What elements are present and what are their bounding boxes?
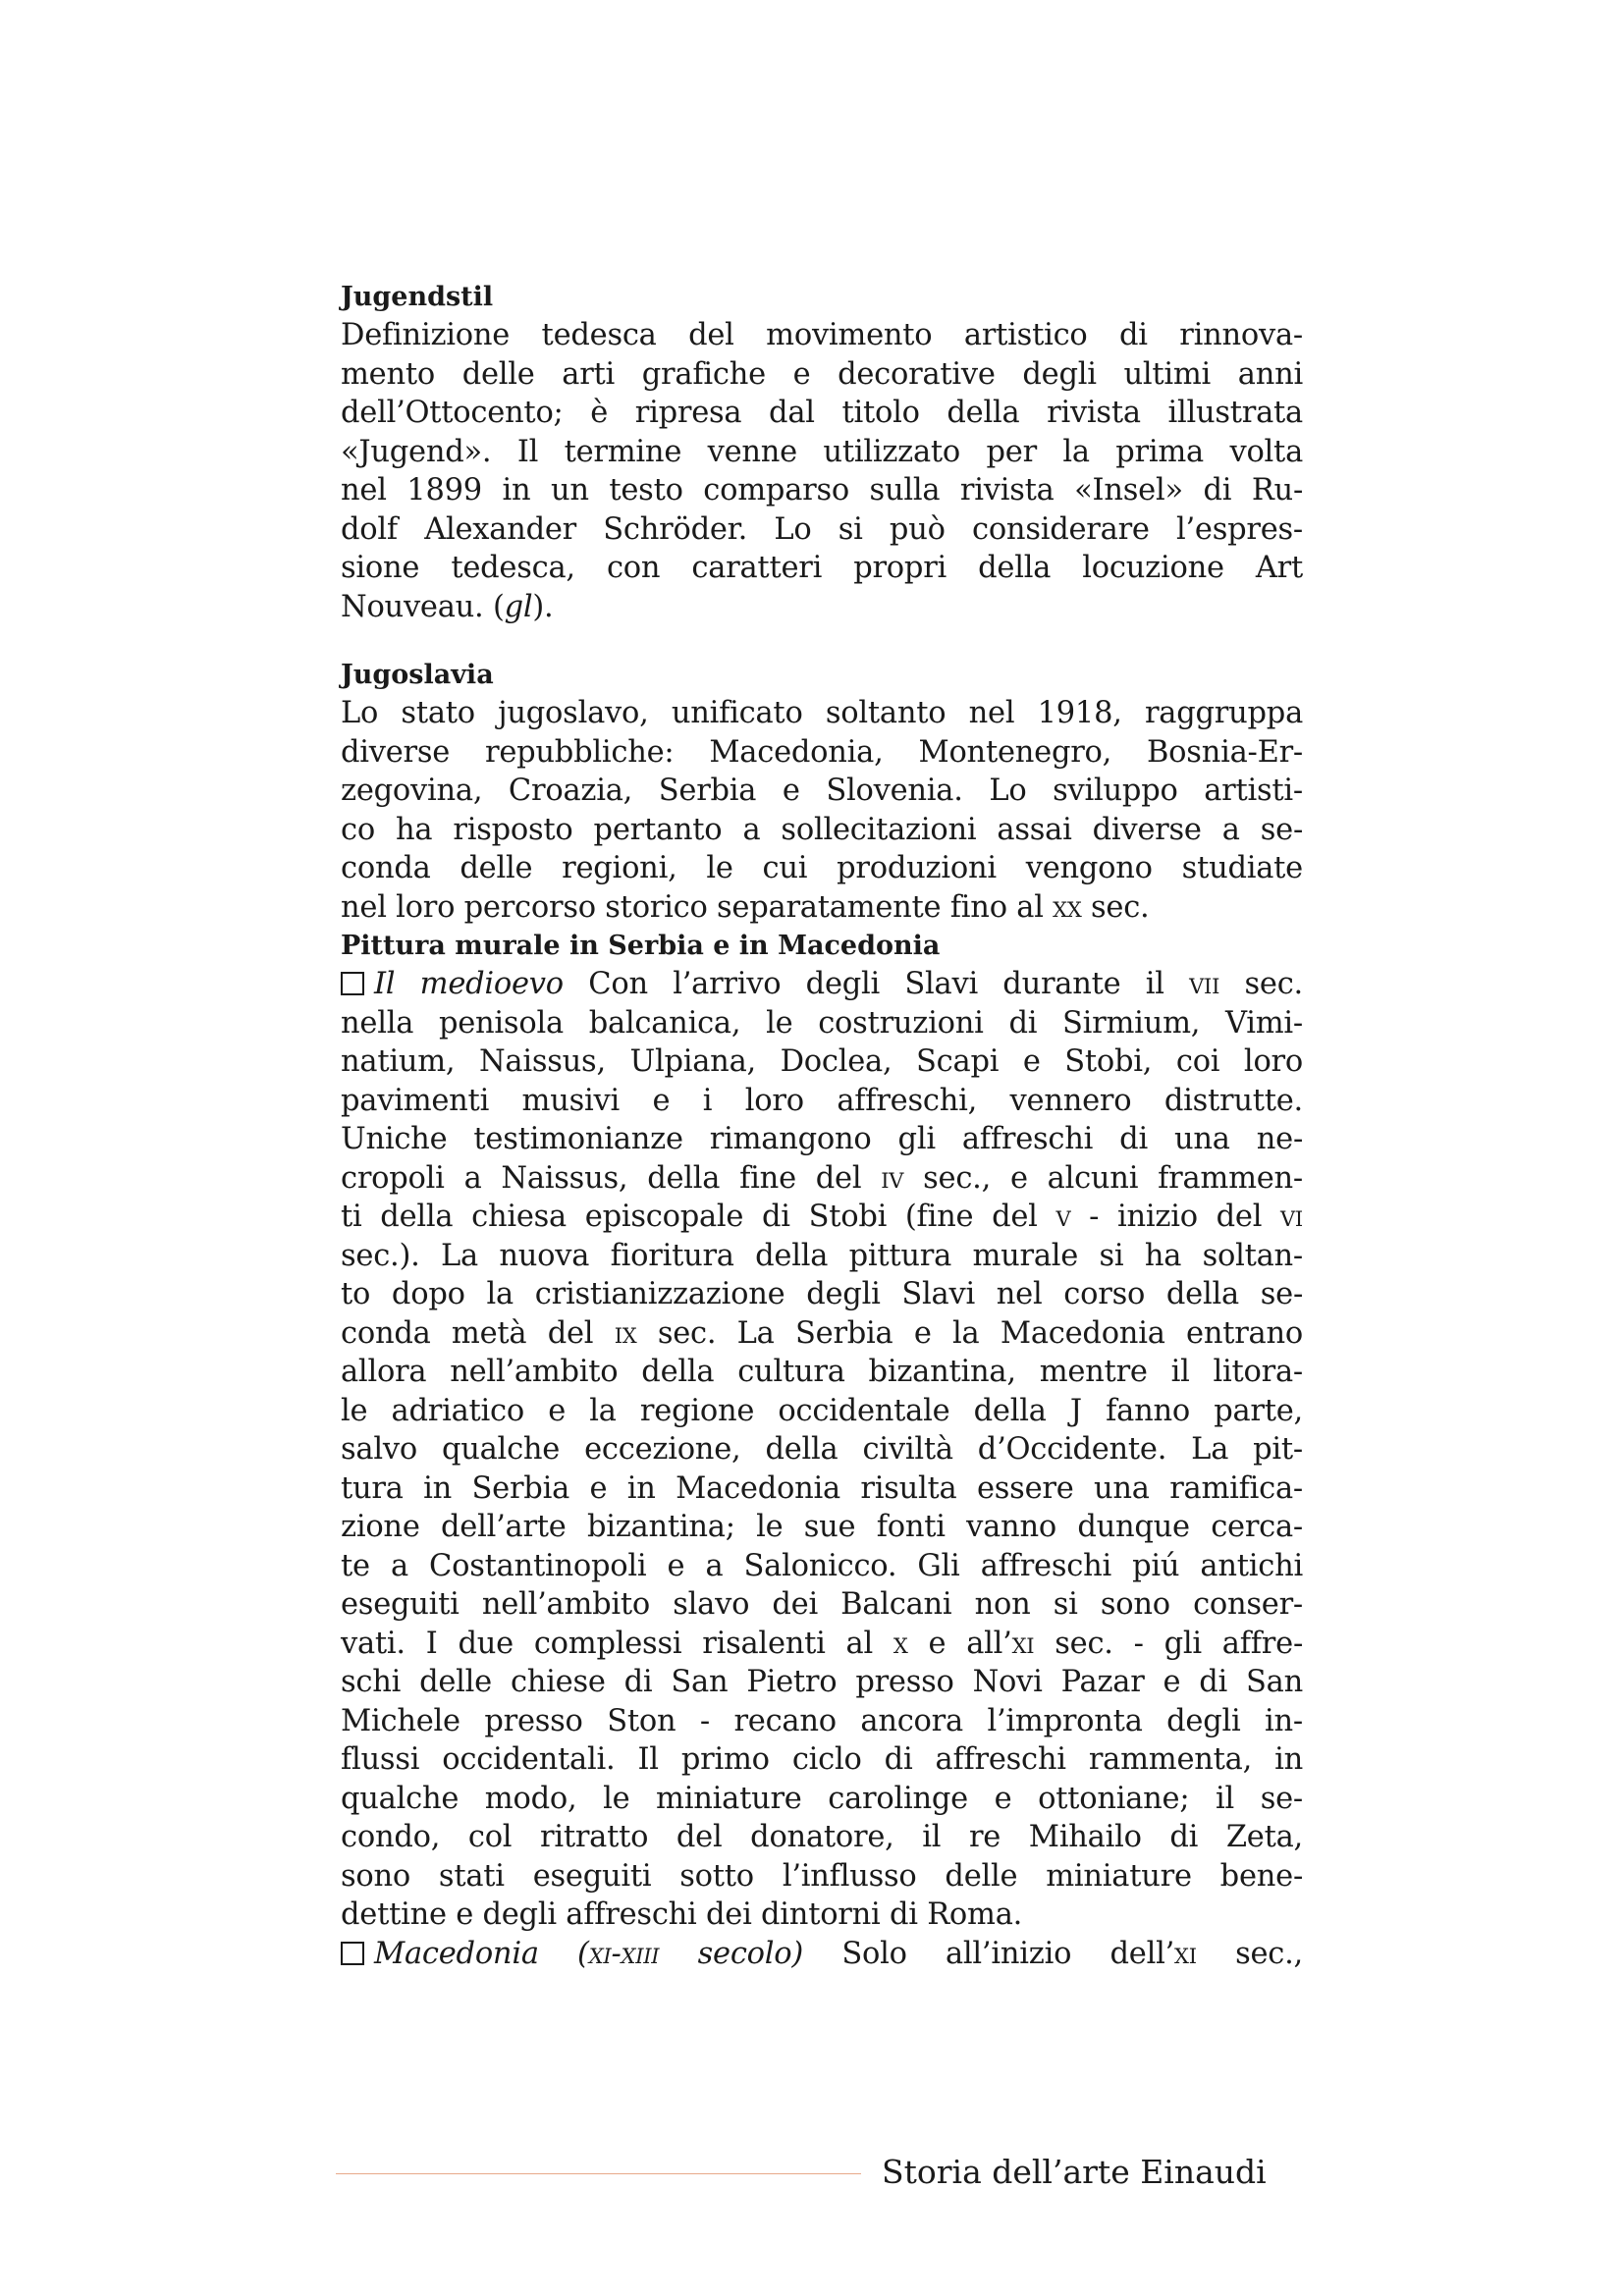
text-line: Lo stato jugoslavo, unificato soltanto nel 1918, raggruppa — [341, 696, 1303, 730]
text-line: cropoli a Naissus, della fine del iv sec., e alcuni frammen- — [341, 1160, 1303, 1196]
text-line: co ha risposto pertanto a sollecitazioni assai diverse a se- — [341, 812, 1303, 847]
entry-jugoslavia — [341, 656, 1303, 1973]
text-line: zegovina, Croazia, Serbia e Slovenia. Lo sviluppo artisti- — [341, 774, 1303, 808]
text-line: Macedonia (xi-xiii secolo) Solo all’inizio dell’xi sec., — [341, 1935, 1303, 1974]
text-line: natium, Naissus, Ulpiana, Doclea, Scapi e Stobi, coi loro — [341, 1044, 1303, 1079]
entry-jugendstil — [341, 278, 1303, 626]
section-title: Il medioevo — [374, 967, 564, 1001]
text-line: dell’Ottocento; è ripresa dal titolo della rivista illustrata — [341, 396, 1303, 430]
text-line: zione dell’arte bizantina; le sue fonti vanno dunque cerca- — [341, 1510, 1303, 1544]
text-line: le adriatico e la regione occidentale della J fanno parte, — [341, 1393, 1303, 1428]
text-line: nella penisola balcanica, le costruzioni di Sirmium, Vimi- — [341, 1005, 1303, 1041]
footer-rule — [336, 2173, 861, 2174]
text-line: Uniche testimonianze rimangono gli affreschi di una ne- — [341, 1122, 1303, 1156]
text-line: mento delle arti grafiche e decorative degli ultimi anni — [341, 356, 1303, 392]
text-line: ti della chiesa episcopale di Stobi (fine del v - inizio del vi — [341, 1200, 1303, 1234]
text-line: dolf Alexander Schröder. Lo si può considerare l’espres- — [341, 511, 1303, 547]
section-subheading: Pittura murale in Serbia e in Macedonia — [341, 931, 941, 961]
author-initials: gl — [504, 589, 533, 624]
text-line: conda metà del ix sec. La Serbia e la Macedonia entrano — [341, 1315, 1303, 1351]
text-line: Il medioevo Con l’arrivo degli Slavi durante il vii sec. — [341, 965, 1303, 1004]
page-body — [341, 278, 1303, 1973]
text-line: to dopo la cristianizzazione degli Slavi nel corso della se- — [341, 1277, 1303, 1311]
text-line: sione tedesca, con caratteri propri della locuzione Art — [341, 551, 1303, 585]
section-title: Macedonia (xi-xiii secolo) — [374, 1936, 804, 1971]
text-line: «Jugend». Il termine venne utilizzato per la prima volta — [341, 434, 1303, 469]
text-line: allora nell’ambito della cultura bizantina, mentre il litora- — [341, 1355, 1303, 1389]
text-line: te a Costantinopoli e a Salonicco. Gli affreschi piú antichi — [341, 1548, 1303, 1583]
text-line: flussi occidentali. Il primo ciclo di affreschi rammenta, in — [341, 1742, 1303, 1777]
text-line: schi delle chiese di San Pietro presso Novi Pazar e di San — [341, 1665, 1303, 1699]
text-line: tura in Serbia e in Macedonia risulta essere una ramifica- — [341, 1470, 1303, 1506]
text-line: Michele presso Ston - recano ancora l’impronta degli in- — [341, 1703, 1303, 1738]
text-line: nel loro percorso storico separatamente fino al xx sec. — [341, 889, 1150, 925]
checkbox-square-icon — [341, 1942, 364, 1965]
text-line: eseguiti nell’ambito slavo dei Balcani non si sono conser- — [341, 1587, 1303, 1622]
text-line: nel 1899 in un testo comparso sulla rivista «Insel» di Ru- — [341, 473, 1303, 507]
footer-publisher: Storia dell’arte Einaudi — [882, 2153, 1267, 2191]
text-line: conda delle regioni, le cui produzioni vengono studiate — [341, 851, 1303, 885]
text-line: salvo qualche eccezione, della civiltà d’Occidente. La pit- — [341, 1432, 1303, 1467]
text-line: sec.). La nuova fioritura della pittura murale si ha soltan- — [341, 1238, 1303, 1273]
text-line: diverse repubbliche: Macedonia, Montenegro, Bosnia-Er- — [341, 734, 1303, 770]
text-line: qualche modo, le miniature carolinge e ottoniane; il se- — [341, 1781, 1303, 1816]
checkbox-square-icon — [341, 972, 364, 995]
text-line: Nouveau. (gl). — [341, 589, 554, 624]
entry-heading: Jugoslavia — [341, 660, 494, 690]
text-line: Definizione tedesca del movimento artistico di rinnova- — [341, 318, 1303, 352]
text-line: vati. I due complessi risalenti al x e all’xi sec. - gli affre- — [341, 1626, 1303, 1661]
text-line: pavimenti musivi e i loro affreschi, vennero distrutte. — [341, 1083, 1303, 1118]
entry-heading: Jugendstil — [341, 282, 494, 312]
text-line: dettine e degli affreschi dei dintorni di Roma. — [341, 1897, 1023, 1932]
text-line: condo, col ritratto del donatore, il re Mihailo di Zeta, — [341, 1820, 1303, 1854]
text-line: sono stati eseguiti sotto l’influsso delle miniature bene- — [341, 1858, 1303, 1894]
